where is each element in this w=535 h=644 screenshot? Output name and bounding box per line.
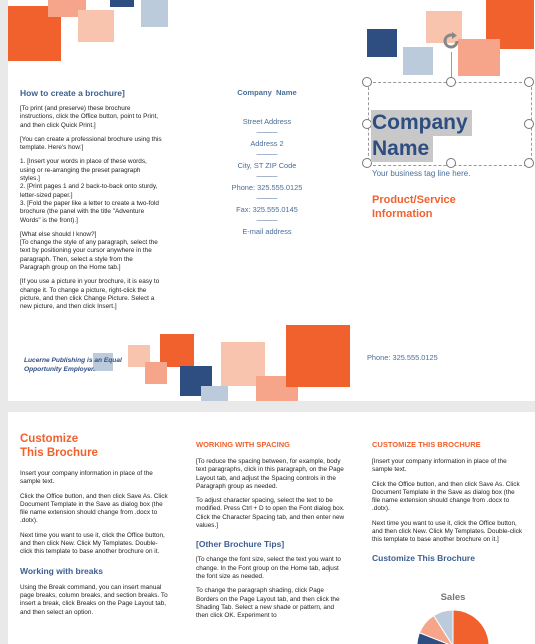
brochure-page-2 [8,412,535,644]
deco-square [145,362,167,384]
customize-brochure-heading: CUSTOMIZE THIS BROCHURE [372,440,481,449]
product-service-heading [372,193,532,221]
tagline: Your business tag line here. [372,169,471,178]
instructions-paragraph: [What else should I know?] [To change the style of any paragraph, select the text by positioning your cursor anywhere in the paragraph. Then, select a style from the Paragraph group on the Home tab.] [20,230,158,272]
column-3 [372,440,524,563]
resize-handle-top-right[interactable] [524,77,534,87]
instructions-paragraph: [If you use a picture in your brochure, it is easy to change it. To change a picture, right-click the picture, and then click Change Picture. Select a new picture, and then click Insert.] [20,278,160,311]
city-state-zip: City, ST ZIP Code [237,161,297,170]
customize-title-line-1: Customize [20,433,79,445]
resize-handle-top-left[interactable] [362,77,372,87]
body-paragraph: [Insert your company information in place of the sample text. [372,458,507,474]
instructions-paragraph: [You can create a professional brochure using this template. Here's how:] [20,135,162,152]
deco-square [78,10,114,42]
phone-right: Phone: 325.555.0125 [367,353,438,362]
separator: ——— [256,195,278,202]
chart-title: Sales [440,592,466,603]
instructions-body [20,105,162,312]
deco-square [201,386,228,401]
sales-pie-chart [378,588,528,644]
fax: Fax: 325.555.0145 [236,205,298,214]
breaks-heading: Working with breaks [20,565,103,576]
customize-title [20,432,170,460]
body-paragraph: Next time you want to use it, click the Office button, and then click New. Click My Templates. Double-click this template to base another brochure on it. [20,531,165,556]
chart-section-heading: Customize This Brochure [372,552,475,563]
pie-svg [378,588,528,644]
phone: Phone: 325.555.0125 [231,183,303,192]
address-line-2: Address 2 [250,139,284,148]
separator: ——— [256,151,278,158]
body-paragraph: To adjust character spacing, select the text to be modified. Press Ctrl + D to open the Font dialog box. Click the Character Spacing tab, and then enter new values.] [196,497,345,530]
company-name-small: Company Name [237,88,297,97]
deco-square [458,39,500,76]
rotate-handle-icon[interactable] [440,30,462,52]
deco-square [367,29,397,57]
body-paragraph: To change the paragraph shading, click Page Borders on the Page Layout tab, and then click the Shading Tab. Select a new shade or pattern, and then click OK. Experiment to [196,587,340,620]
column-2 [196,440,346,620]
address-panel [204,88,330,236]
resize-handle-mid-right[interactable] [524,119,534,129]
instructions-paragraph: [To print (and preserve) these brochure instructions, click the Office button, point to Print, and then click Quick Print.] [20,105,159,129]
street-address: Street Address [242,117,292,126]
company-name-line-2: Name [371,136,433,162]
deco-square [403,47,433,75]
instructions-paragraph: 1. [Insert your words in place of these words, using or re-arranging the preset paragraph styles.] 2. [Print pages 1 and 2 back-to-back onto sturdy, letter-sized paper.] 3. [Fold the paper like a letter to create a two-fold brochure (the panel with the title "Adventure Words" is the front).] [20,158,159,224]
deco-square [110,0,134,7]
resize-handle-bottom-right[interactable] [524,158,534,168]
body-paragraph: [To change the font size, select the text you want to change. In the Font group on the Home tab, adjust the font size as needed. [196,556,341,580]
spacing-heading: WORKING WITH SPACING [196,440,291,449]
product-line-2: Information [372,208,433,220]
body-paragraph: Click the Office button, and then click Save As. Click Document Template in the Save as dialog box (the file name extension should change from .docx to .dotx). [372,480,520,513]
body-paragraph: Using the Break command, you can insert manual page breaks, column breaks, and section breaks. To insert a break, click Breaks on the Page Layout tab, and then select an option. [20,583,168,616]
product-line-1: Product/Service [372,194,456,206]
instructions-heading: How to create a brochure] [20,88,125,98]
body-paragraph: Next time you want to use it, click the Office button, and then click New. Click My Templates. Double-click this template to base another brochure on it.] [372,519,523,544]
email-address: E-mail address [242,227,292,236]
separator: ——— [256,217,278,224]
brochure-page-1 [8,0,535,401]
separator: ——— [256,173,278,180]
column-1 [20,432,170,617]
body-paragraph: [To reduce the spacing between, for example, body text paragraphs, click in this paragraph, on the Page Layout tab, and adjust the Spacing controls in the Paragraph group as needed. [196,458,344,490]
body-paragraph: Click the Office button, and then click Save As. Click Document Template in the Save as dialog box (the file name extension should change from .docx to .dotx). [20,492,168,525]
deco-square [286,325,350,387]
resize-handle-top-center[interactable] [446,77,456,87]
company-name-line-1: Company [371,110,472,136]
tips-heading: [Other Brochure Tips] [196,539,285,550]
body-paragraph: Insert your company information in place of the sample text. [20,470,153,486]
equal-opportunity-text: Lucerne Publishing is an Equal Opportunity Employer. [24,357,122,373]
deco-square [141,0,168,27]
customize-title-line-2: This Brochure [20,447,98,459]
separator: ——— [256,129,278,136]
company-name-title[interactable] [371,110,521,162]
